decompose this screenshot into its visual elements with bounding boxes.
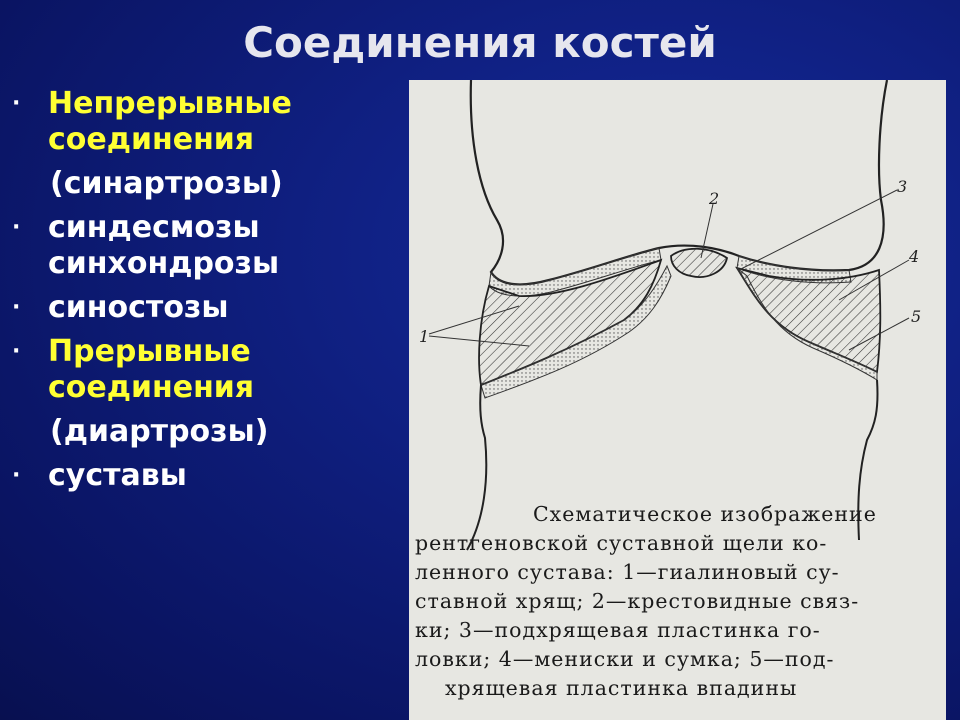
- caption-line: ставной хрящ; 2—крестовидные связ-: [415, 589, 860, 613]
- bullet-text: синостозы: [48, 290, 229, 325]
- label-2: 2: [709, 189, 720, 208]
- meniscus-right: [737, 268, 880, 372]
- knee-joint-figure: [409, 80, 946, 720]
- cruciate-ligament: [671, 249, 727, 277]
- bullet-synostoses: [0, 290, 400, 326]
- bullet-sub-synarthroses: (синартрозы): [50, 166, 283, 201]
- bullet-marker: ·: [12, 339, 21, 364]
- bullet-joints: [0, 458, 400, 494]
- bullet-text: суставы: [48, 458, 187, 493]
- bullet-marker: ·: [12, 215, 21, 240]
- caption-line: Схематическое изображение: [533, 502, 877, 526]
- bullet-continuous-joints: [0, 86, 400, 158]
- label-1: 1: [419, 327, 430, 346]
- caption-line: рентгеновской суставной щели ко-: [415, 531, 828, 555]
- figure-caption: [415, 500, 941, 703]
- caption-line: ки; 3—подхрящевая пластинка го-: [415, 618, 821, 642]
- bullet-marker: ·: [12, 91, 21, 116]
- bullet-discontinuous-joints: [0, 334, 400, 406]
- bullet-marker: ·: [12, 295, 21, 320]
- bullet-marker: ·: [12, 463, 21, 488]
- caption-line: ловки; 4—мениски и сумка; 5—под-: [415, 647, 835, 671]
- label-5: 5: [911, 307, 922, 326]
- bullet-text: синдесмозы синхондрозы: [48, 210, 280, 281]
- slide-title: Соединения костей: [243, 18, 717, 67]
- caption-line: хрящевая пластинка впадины: [445, 676, 798, 700]
- caption-line: ленного сустава: 1—гиалиновый су-: [415, 560, 840, 584]
- bullet-text: Прерывные соединения: [48, 334, 255, 405]
- bullet-list: [0, 86, 400, 502]
- bullet-sub-diarthroses: (диартрозы): [50, 414, 269, 449]
- bullet-syndesmoses: [0, 210, 400, 282]
- label-3: 3: [897, 177, 908, 196]
- label-4: 4: [909, 247, 920, 266]
- bullet-text: Непрерывные соединения: [48, 86, 292, 157]
